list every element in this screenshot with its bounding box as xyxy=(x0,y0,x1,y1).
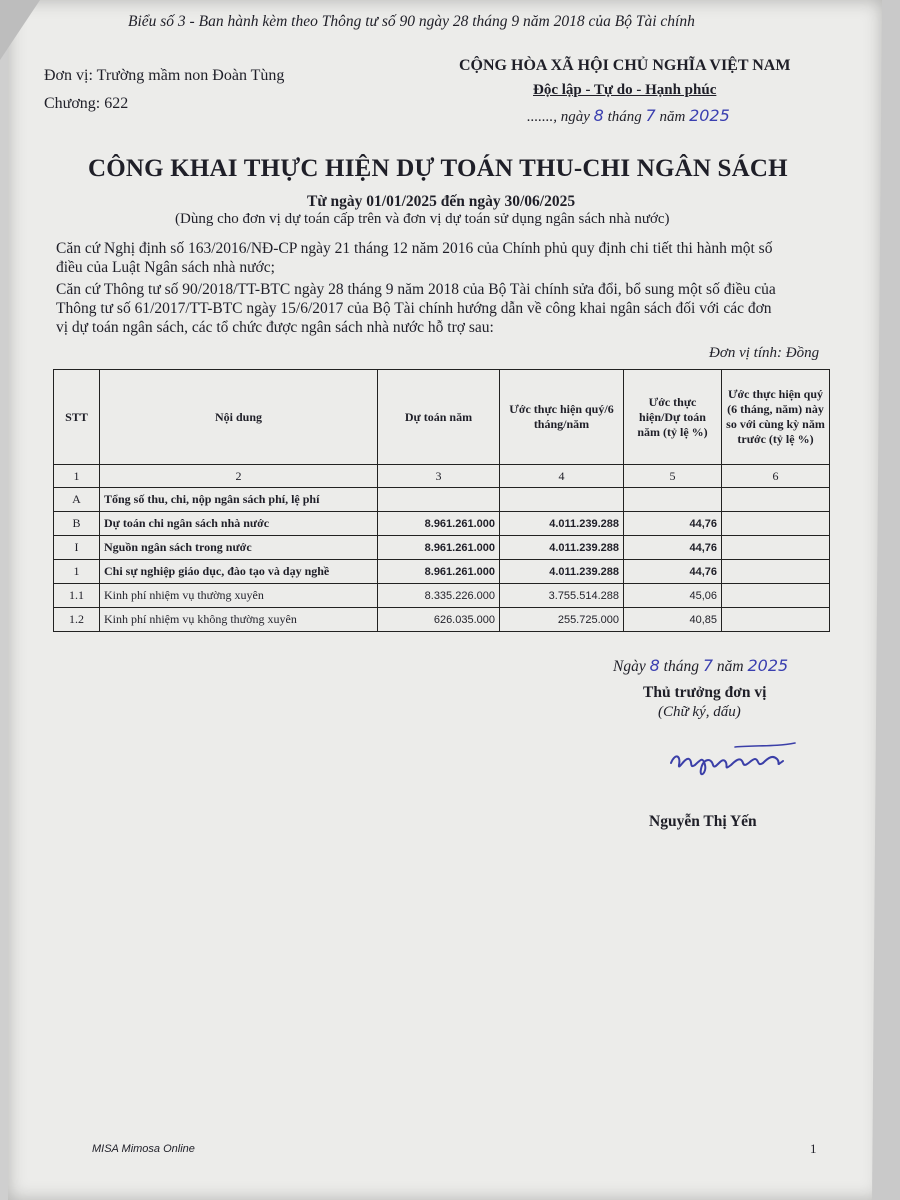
column-index: 1 xyxy=(54,465,100,488)
column-index: 2 xyxy=(100,465,378,488)
signer-name: Nguyễn Thị Yến xyxy=(649,813,757,830)
software-footer: MISA Mimosa Online xyxy=(92,1143,195,1155)
signature-date: Ngày 8 tháng 7 năm 2025 xyxy=(613,656,789,675)
motto: Độc lập - Tự do - Hạnh phúc xyxy=(533,82,717,98)
table-row: B Dự toán chi ngân sách nhà nước 8.961.261.000 4.011.239.288 44,76 xyxy=(54,512,830,536)
header-estimate: Dự toán năm xyxy=(378,370,500,465)
form-note: Biểu số 3 - Ban hành kèm theo Thông tư số 90 ngày 28 tháng 9 năm 2018 của Bộ Tài chính xyxy=(128,13,695,30)
table-row: A Tổng số thu, chi, nộp ngân sách phí, lệ phí xyxy=(54,488,830,512)
handwritten-month: 7 xyxy=(702,656,714,675)
handwritten-month: 7 xyxy=(645,106,656,125)
handwritten-year: 2025 xyxy=(747,656,789,675)
column-index-row xyxy=(54,465,830,488)
handwritten-signature xyxy=(665,735,805,785)
period: Từ ngày 01/01/2025 đến ngày 30/06/2025 xyxy=(307,193,576,210)
column-index: 6 xyxy=(722,465,830,488)
currency-unit: Đơn vị tính: Đồng xyxy=(709,345,820,361)
table-row: 1.1 Kinh phí nhiệm vụ thường xuyên 8.335.226.000 3.755.514.288 45,06 xyxy=(54,584,830,608)
handwritten-day: 8 xyxy=(593,106,604,125)
signer-role: Thủ trưởng đơn vị xyxy=(643,684,767,701)
budget-table xyxy=(53,369,830,632)
nation-title: CỘNG HÒA XÃ HỘI CHỦ NGHĨA VIỆT NAM xyxy=(459,57,791,74)
basis-paragraph-2: Căn cứ Thông tư số 90/2018/TT-BTC ngày 28 tháng 9 năm 2018 của Bộ Tài chính sửa đổi, bổ sung một số điều của Thông tư số 61/2017/TT-BTC ngày 15/6/2017 của Bộ Tài chính hướng dẫn về công khai ngân sách đối với các đơn vị dự toán ngân sách, các tổ chức được ngân sách nhà nước hỗ trợ sau: xyxy=(56,281,776,336)
unit-name: Đơn vị: Trường mầm non Đoàn Tùng xyxy=(44,67,285,84)
column-index: 3 xyxy=(378,465,500,488)
column-index: 4 xyxy=(500,465,624,488)
signature-note: (Chữ ký, dấu) xyxy=(658,704,741,720)
header-year-over-year: Ước thực hiện quý (6 tháng, năm) này so với cùng kỳ năm trước (tỷ lệ %) xyxy=(722,370,830,465)
basis-paragraph-1: Căn cứ Nghị định số 163/2016/NĐ-CP ngày 21 tháng 12 năm 2016 của Chính phủ quy định chi tiết thi hành một số điều của Luật Ngân sách nhà nước; xyxy=(56,240,773,276)
table-row: 1 Chi sự nghiệp giáo dục, đào tạo và dạy nghề 8.961.261.000 4.011.239.288 44,76 xyxy=(54,560,830,584)
scope-note: (Dùng cho đơn vị dự toán cấp trên và đơn vị dự toán sử dụng ngân sách nhà nước) xyxy=(175,211,670,227)
chapter-code: Chương: 622 xyxy=(44,95,129,112)
table-header-row xyxy=(54,370,830,465)
table-row: I Nguồn ngân sách trong nước 8.961.261.000 4.011.239.288 44,76 xyxy=(54,536,830,560)
header-stt: STT xyxy=(54,370,100,465)
column-index: 5 xyxy=(624,465,722,488)
header-date: ......., ngày 8 tháng 7 năm 2025 xyxy=(527,106,730,125)
document-title: CÔNG KHAI THỰC HIỆN DỰ TOÁN THU-CHI NGÂN SÁCH xyxy=(88,155,788,182)
handwritten-year: 2025 xyxy=(689,106,730,125)
page-number: 1 xyxy=(810,1141,817,1156)
header-ratio: Ước thực hiện/Dự toán năm (tỷ lệ %) xyxy=(624,370,722,465)
header-content: Nội dung xyxy=(100,370,378,465)
table-row: 1.2 Kinh phí nhiệm vụ không thường xuyên 626.035.000 255.725.000 40,85 xyxy=(54,608,830,632)
header-estimated-implementation: Ước thực hiện quý/6 tháng/năm xyxy=(500,370,624,465)
handwritten-day: 8 xyxy=(649,656,660,675)
